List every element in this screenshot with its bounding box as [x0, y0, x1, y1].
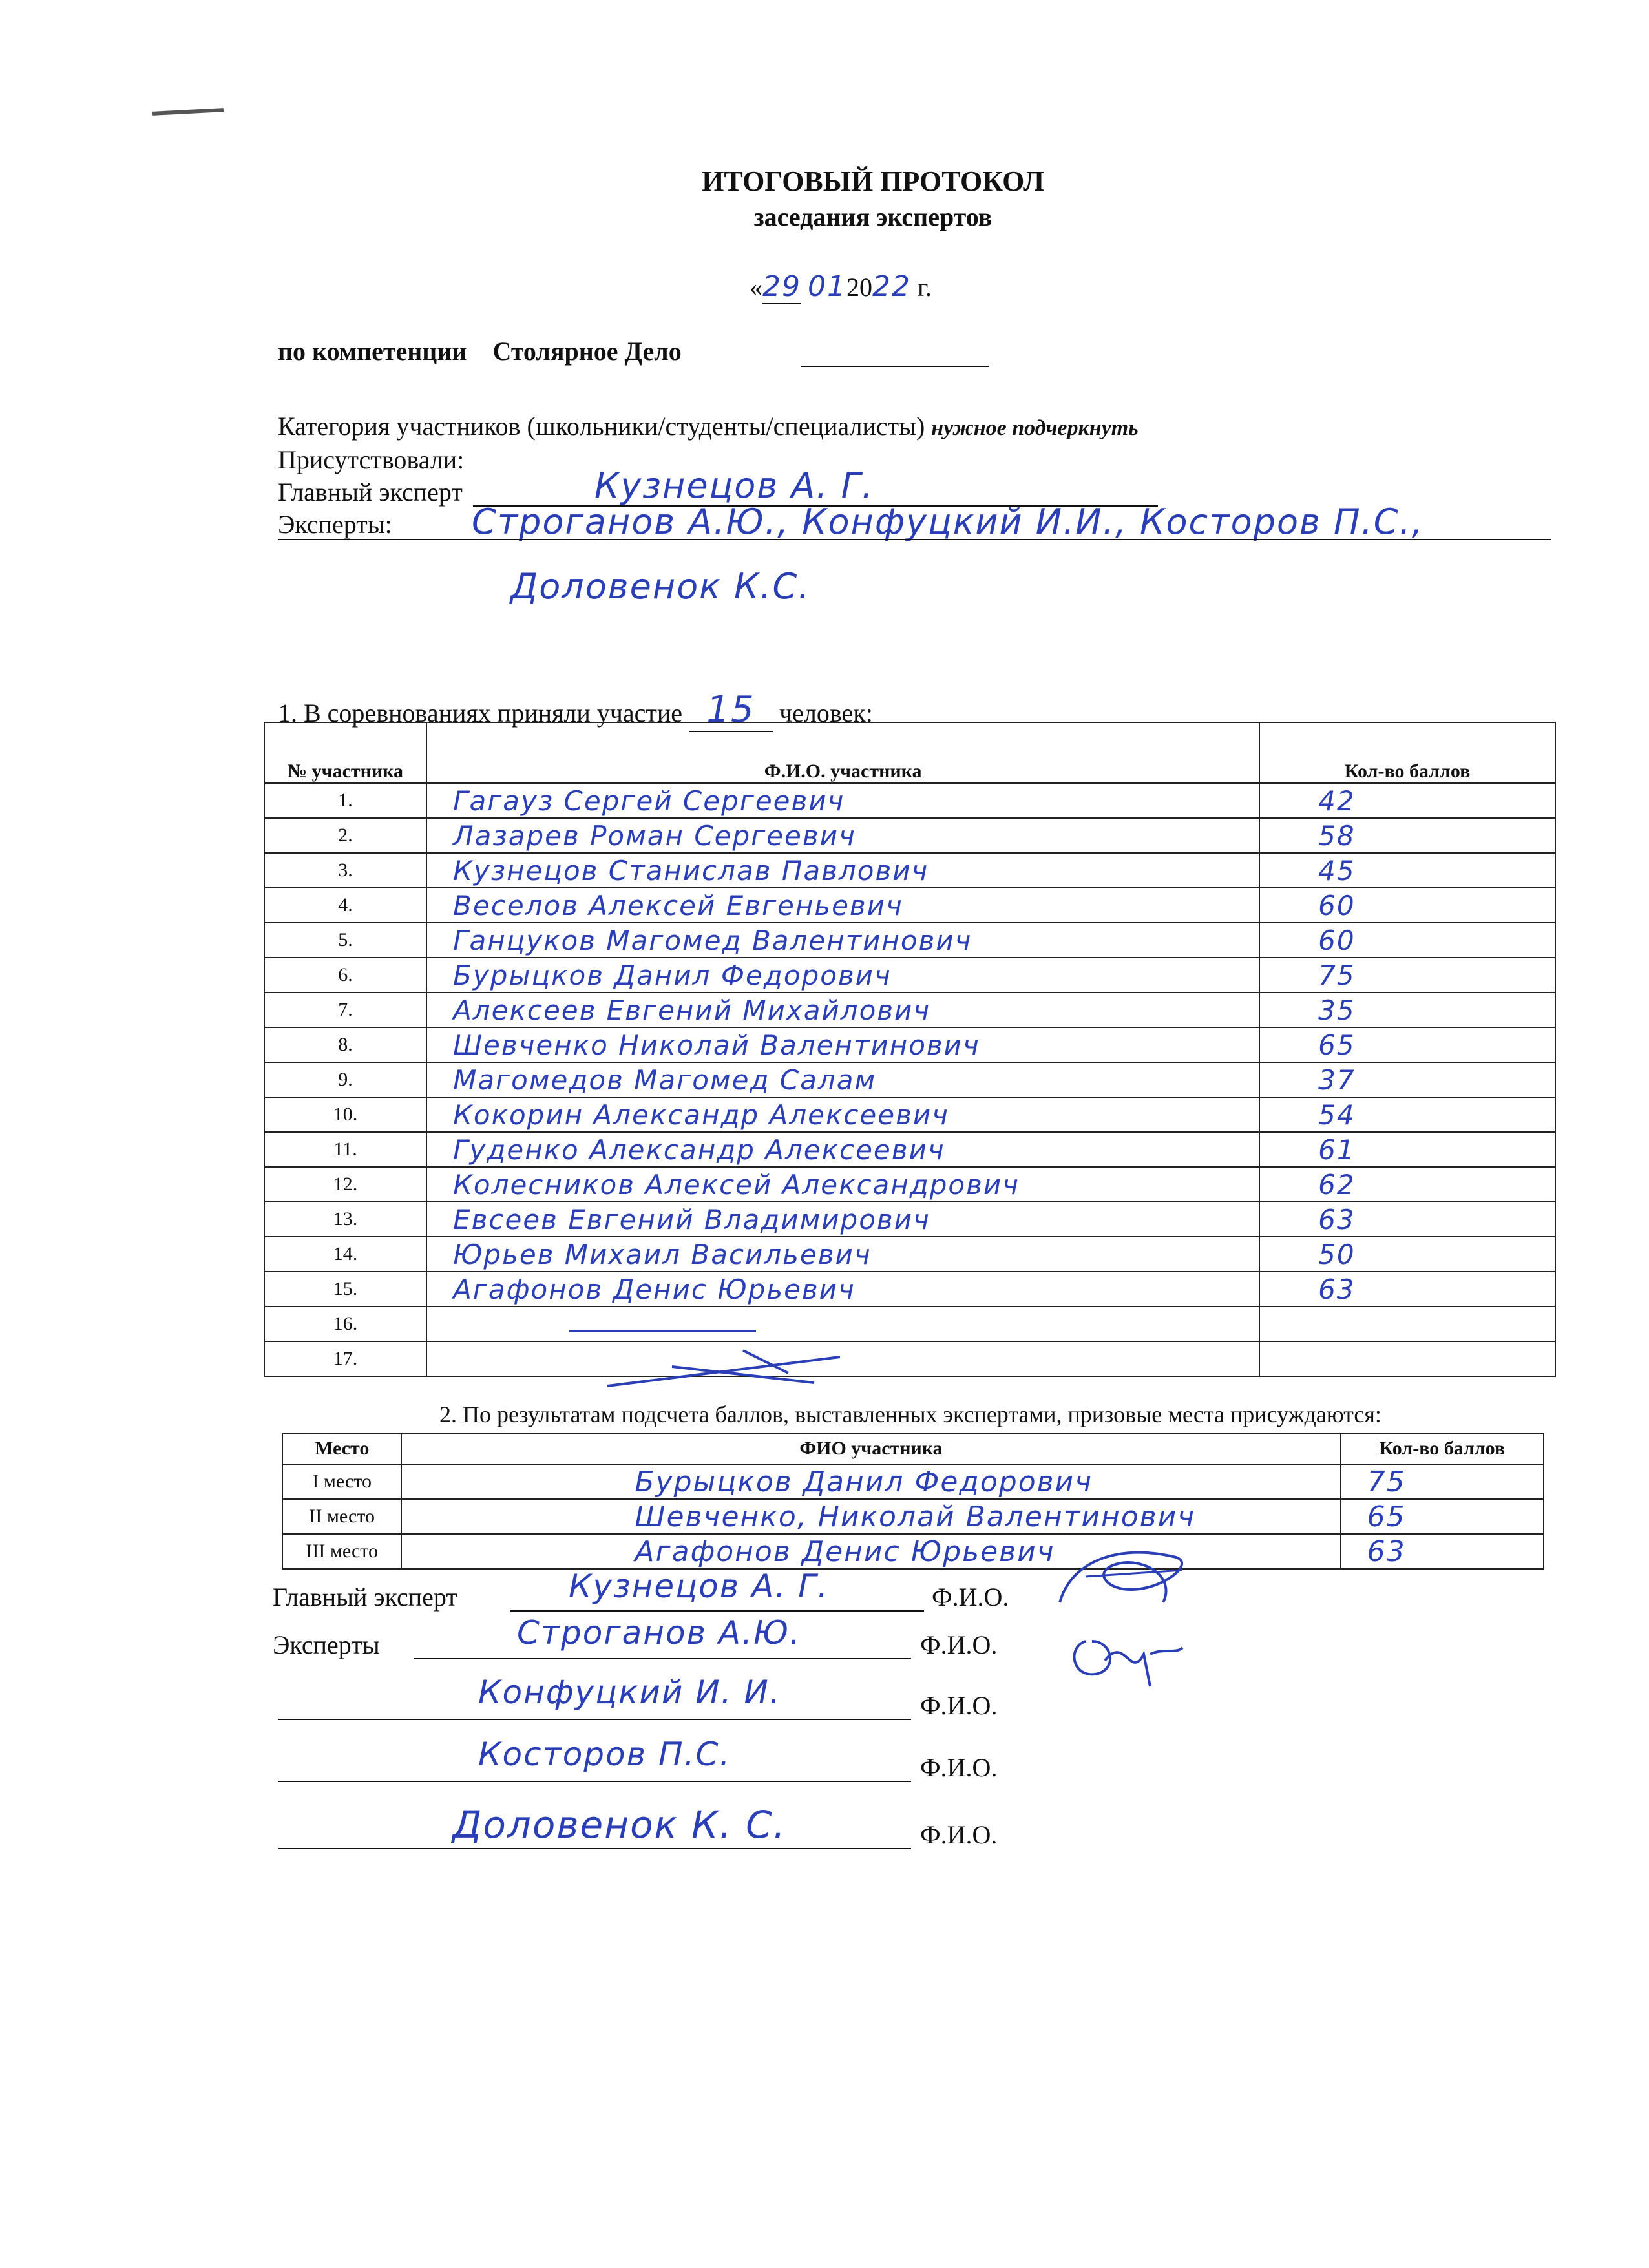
date-sep	[801, 273, 808, 302]
table-row	[264, 783, 1555, 818]
row-number: 14.	[264, 1237, 426, 1272]
row-number: 5.	[264, 923, 426, 958]
date-year: 22	[872, 270, 911, 303]
row-number: 7.	[264, 992, 426, 1027]
signature-chief-name: Кузнецов А. Г.	[569, 1568, 829, 1605]
table-row	[282, 1534, 1544, 1569]
signature-chief-underline	[510, 1610, 924, 1612]
signature-expert-1-fio: Ф.И.О.	[920, 1630, 998, 1659]
signature-chief-fio: Ф.И.О.	[932, 1582, 1009, 1612]
signature-expert-2-fio: Ф.И.О.	[920, 1691, 998, 1720]
signature-expert-2: Конфуцкий И. И.	[478, 1674, 781, 1711]
participant-name: Лазарев Роман Сергеевич	[453, 819, 856, 852]
category-text: Категория участников (школьники/студенты/специалисты)	[278, 412, 925, 441]
date-gap	[911, 273, 918, 302]
empty-rows-strike-mark	[543, 1312, 905, 1389]
winner-score: 65	[1367, 1500, 1406, 1533]
competence-underline	[801, 366, 989, 367]
table-row	[264, 888, 1555, 923]
document-date	[750, 270, 932, 303]
participant-name: Кузнецов Станислав Павлович	[453, 854, 929, 887]
header-participant-number: № участника	[264, 722, 426, 783]
header-winner-score: Кол-во баллов	[1341, 1433, 1544, 1464]
winner-name: Агафонов Денис Юрьевич	[635, 1535, 1055, 1568]
competence-line	[278, 336, 682, 366]
table-row	[264, 958, 1555, 992]
winners-table	[282, 1433, 1544, 1570]
table-row	[264, 1341, 1555, 1376]
participant-name: Юрьев Михаил Васильевич	[453, 1238, 872, 1270]
signature-expert-2-underline	[278, 1719, 911, 1720]
row-number: 3.	[264, 853, 426, 888]
participant-name: Агафонов Денис Юрьевич	[453, 1273, 856, 1305]
participant-score: 60	[1318, 924, 1356, 956]
participant-name: Алексеев Евгений Михайлович	[453, 994, 931, 1026]
participant-score: 35	[1318, 994, 1356, 1026]
winner-name: Шевченко, Николай Валентинович	[635, 1500, 1196, 1533]
participant-score: 65	[1318, 1029, 1356, 1061]
participant-name: Гагауз Сергей Сергеевич	[453, 784, 845, 817]
participants-table-header	[264, 722, 1555, 783]
chief-expert-handwritten: Кузнецов А. Г.	[594, 465, 874, 506]
experts-underline	[278, 539, 1551, 540]
experts-handwritten-line1: Строганов А.Ю., Конфуцкий И.И., Косторов П.С.,	[472, 501, 1424, 542]
table-row	[264, 1202, 1555, 1237]
competence-label: по компетенции	[278, 337, 467, 366]
participant-score: 63	[1318, 1273, 1356, 1305]
date-open-quote: «	[750, 273, 762, 302]
table-row	[264, 992, 1555, 1027]
date-year-prefix: 20	[846, 273, 872, 302]
participant-score: 60	[1318, 889, 1356, 921]
row-number: 12.	[264, 1167, 426, 1202]
participant-name: Ганцуков Магомед Валентинович	[453, 924, 972, 956]
competence-value: Столярное Дело	[492, 337, 682, 366]
participant-name: Колесников Алексей Александрович	[453, 1168, 1020, 1201]
place-label: II место	[282, 1499, 401, 1534]
row-number: 6.	[264, 958, 426, 992]
experts-label: Эксперты:	[278, 510, 392, 539]
document-title: ИТОГОВЫЙ ПРОТОКОЛ	[702, 165, 1044, 197]
row-number: 16.	[264, 1307, 426, 1341]
participant-score: 63	[1318, 1203, 1356, 1235]
header-winner-name: ФИО участника	[401, 1433, 1340, 1464]
place-label: I место	[282, 1464, 401, 1499]
participant-score: 50	[1318, 1238, 1356, 1270]
participant-name: Кокорин Александр Алексеевич	[453, 1098, 949, 1131]
date-month: 01	[808, 270, 846, 303]
participant-name: Веселов Алексей Евгеньевич	[453, 889, 903, 921]
signature-expert-4: Доловенок К. С.	[452, 1803, 787, 1847]
results-intro: 2. По результатам подсчета баллов, выставленных экспертами, призовые места присуждаются:	[439, 1402, 1381, 1427]
signature-chief-label: Главный эксперт	[273, 1582, 457, 1612]
signature-expert-4-fio: Ф.И.О.	[920, 1820, 998, 1849]
table-row	[282, 1464, 1544, 1499]
participant-score: 62	[1318, 1168, 1356, 1201]
category-line	[278, 411, 1139, 441]
participant-name: Бурыцков Данил Федорович	[453, 959, 892, 991]
table-row	[264, 1097, 1555, 1132]
table-row	[264, 1272, 1555, 1307]
table-row	[264, 818, 1555, 853]
header-score: Кол-во баллов	[1259, 722, 1555, 783]
winner-name: Бурыцков Данил Федорович	[635, 1465, 1093, 1498]
row-number: 2.	[264, 818, 426, 853]
handwritten-signature-expert	[1060, 1615, 1189, 1693]
present-label: Присутствовали:	[278, 445, 465, 474]
table-row	[264, 1167, 1555, 1202]
participation-prefix: 1. В соревнованиях приняли участие	[278, 698, 683, 728]
signature-expert-3-underline	[278, 1781, 911, 1782]
experts-handwritten-line2: Доловенок К.С.	[510, 566, 811, 607]
signature-expert-4-underline	[278, 1848, 911, 1849]
table-row	[264, 923, 1555, 958]
participant-score: 45	[1318, 854, 1356, 887]
handwritten-signature-chief	[1047, 1531, 1202, 1628]
row-number: 8.	[264, 1027, 426, 1062]
category-note: нужное подчеркнуть	[931, 416, 1139, 440]
participation-count: 15	[689, 689, 773, 732]
participants-table	[264, 722, 1556, 1377]
signature-experts-label: Эксперты	[273, 1630, 380, 1659]
chief-expert-label: Главный эксперт	[278, 478, 463, 507]
participation-suffix: человек:	[779, 698, 873, 728]
table-row	[264, 1307, 1555, 1341]
row-number: 17.	[264, 1341, 426, 1376]
date-day: 29	[762, 270, 801, 303]
table-row	[282, 1499, 1544, 1534]
signature-expert-3-fio: Ф.И.О.	[920, 1753, 998, 1782]
participant-name: Евсеев Евгений Владимирович	[453, 1203, 930, 1235]
row-number: 1.	[264, 783, 426, 818]
winner-score: 75	[1367, 1465, 1406, 1498]
signature-expert-3: Косторов П.С.	[478, 1736, 731, 1773]
row-number: 13.	[264, 1202, 426, 1237]
participant-score: 54	[1318, 1098, 1356, 1131]
signature-expert-1: Строганов А.Ю.	[517, 1614, 801, 1652]
table-row	[264, 1132, 1555, 1167]
winner-score: 63	[1367, 1535, 1406, 1568]
table-row	[264, 1062, 1555, 1097]
row-number: 15.	[264, 1272, 426, 1307]
row-number: 9.	[264, 1062, 426, 1097]
place-label: III место	[282, 1534, 401, 1569]
header-participant-name: Ф.И.О. участника	[426, 722, 1259, 783]
participant-score: 42	[1318, 784, 1356, 817]
table-row	[264, 1027, 1555, 1062]
row-number: 4.	[264, 888, 426, 923]
winners-table-header	[282, 1433, 1544, 1464]
participant-name: Гуденко Александр Алексеевич	[453, 1133, 945, 1166]
scan-mark	[152, 108, 224, 116]
header-place: Место	[282, 1433, 401, 1464]
participant-score: 37	[1318, 1064, 1356, 1096]
participant-score: 75	[1318, 959, 1356, 991]
document-subtitle: заседания экспертов	[753, 202, 993, 231]
signature-expert-1-underline	[414, 1658, 911, 1659]
date-suffix: г.	[918, 273, 932, 302]
participant-name: Шевченко Николай Валентинович	[453, 1029, 980, 1061]
table-row	[264, 1237, 1555, 1272]
table-row	[264, 853, 1555, 888]
participant-score: 58	[1318, 819, 1356, 852]
participant-score: 61	[1318, 1133, 1356, 1166]
row-number: 10.	[264, 1097, 426, 1132]
participant-name: Магомедов Магомед Салам	[453, 1064, 877, 1096]
row-number: 11.	[264, 1132, 426, 1167]
